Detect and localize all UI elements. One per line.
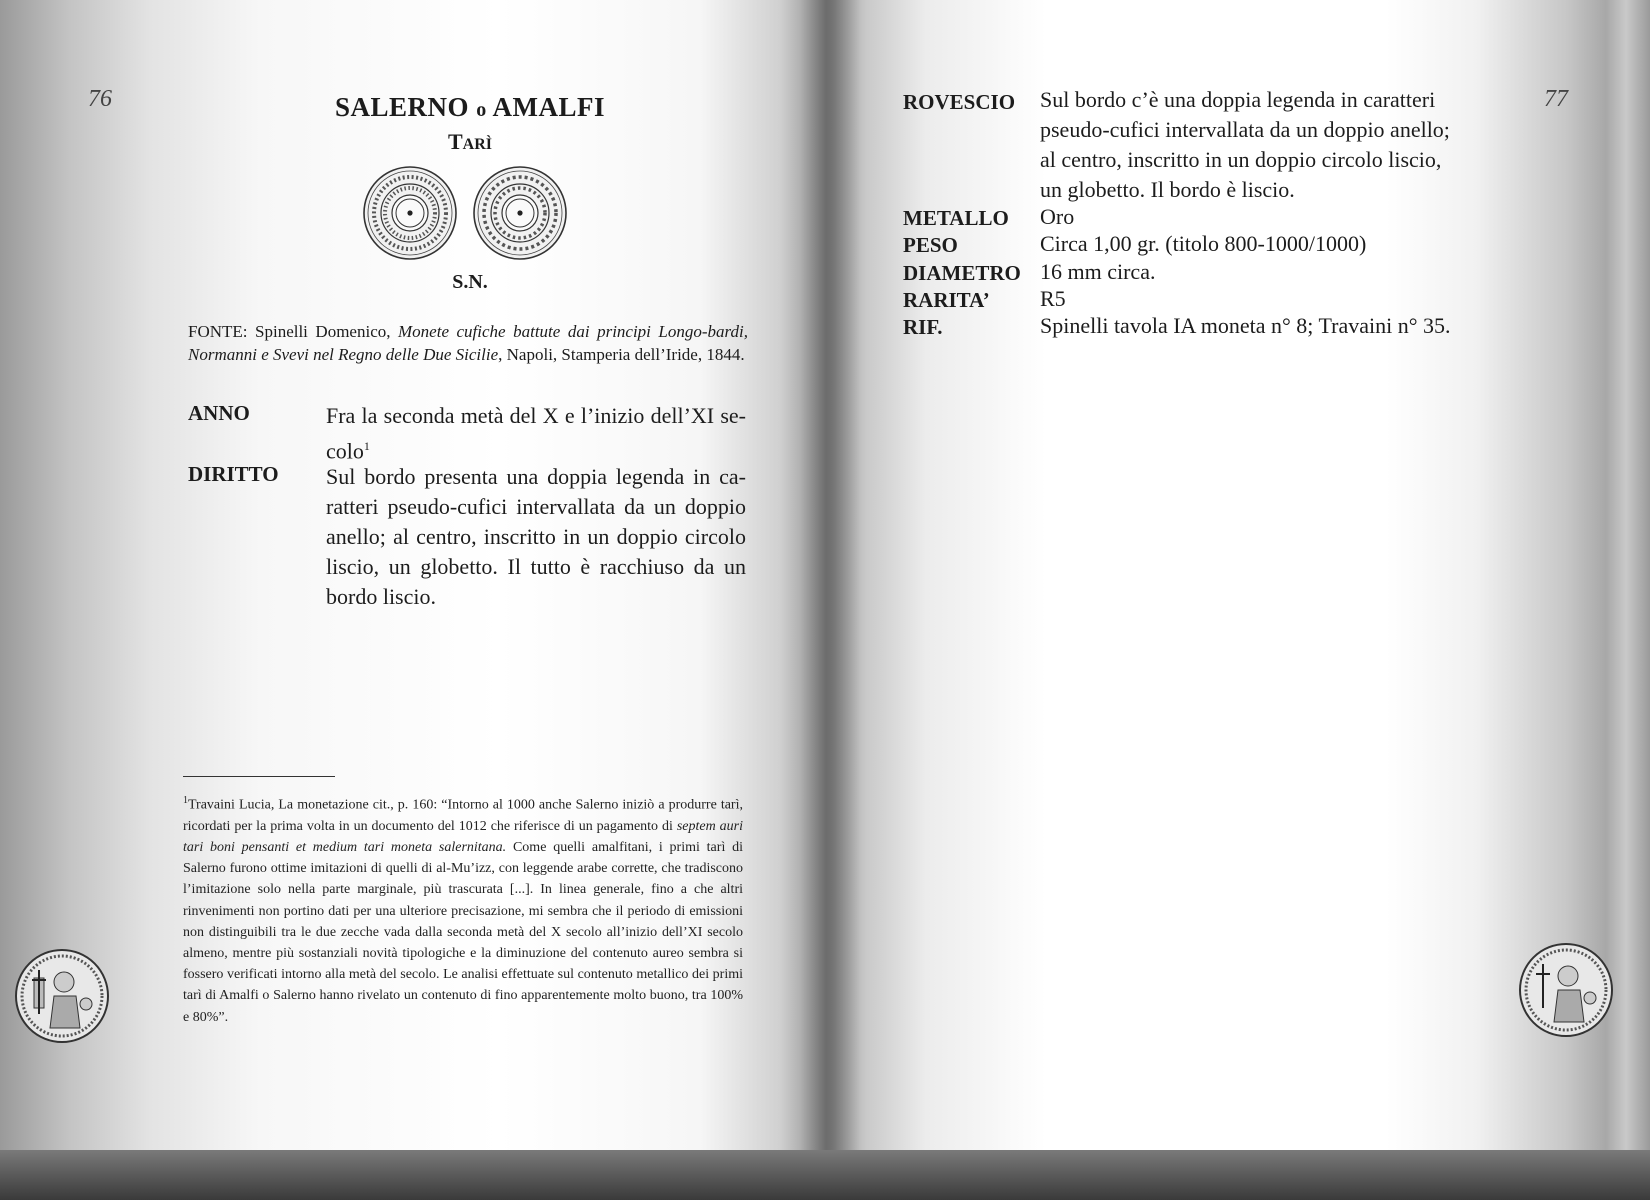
field-label-diametro: DIAMETRO bbox=[903, 261, 1021, 285]
footnote bbox=[183, 790, 743, 1028]
field-value-peso: Circa 1,00 gr. (titolo 800-1000/1000) bbox=[1040, 231, 1367, 256]
page-number-right: 77 bbox=[1544, 86, 1568, 112]
book-gutter bbox=[800, 0, 860, 1150]
subtitle-text bbox=[448, 129, 492, 154]
field-value-diritto: Sul bordo presenta una doppia legenda in ca-ratteri pseudo-cufici intervallata da un doppio anello; al centro, inscritto in un doppio circolo liscio, un globetto. Il tutto è racchiuso da un bordo liscio. bbox=[326, 464, 746, 609]
title-connector: o bbox=[476, 99, 487, 121]
field-label-metallo: METALLO bbox=[903, 206, 1009, 230]
field-value-anno bbox=[326, 401, 746, 466]
left-page bbox=[0, 0, 826, 1150]
field-value-rarita: R5 bbox=[1040, 286, 1066, 311]
coin-caption: S.N. bbox=[452, 271, 488, 293]
footnote-divider bbox=[183, 776, 335, 777]
footnote-text-italic: septem auri tari boni pensanti et medium tari moneta salernitana. bbox=[183, 818, 744, 856]
field-value-diametro: 16 mm circa. bbox=[1040, 259, 1156, 284]
medal-emblem-icon bbox=[14, 948, 110, 1044]
source-work-title: Monete cufiche battute dai principi Longo-bardi, Normanni e Svevi nel Regno delle Due Sicilie bbox=[188, 322, 748, 364]
field-value-rif: Spinelli tavola IA moneta n° 8; Travaini n° 35. bbox=[1040, 313, 1451, 338]
scan-bottom-shadow bbox=[0, 1150, 1650, 1200]
title-main: SALERNO bbox=[334, 92, 469, 122]
medal-emblem-icon bbox=[1518, 942, 1614, 1038]
coin-reverse-icon bbox=[474, 167, 566, 259]
coin-type-subtitle bbox=[180, 129, 760, 155]
field-value-metallo: Oro bbox=[1040, 204, 1075, 229]
footnote-text-b: Come quelli amalfitani, i primi tarì di Salerno furono ottime imitazioni di quelli di al-Mu’izz, con leggende arabe corrette, che tradiscono l’imitazione solo nella parte marginale, più trascurata [...]. In linea generale, fino a che altri rinvenimenti non portino dati per una ulteriore precisazione, mi sembra che il periodo di emissioni non distinguibili tra le due zecche vada dalla seconda metà del X secolo all’inizio dell’XI secolo almeno, mentre più sostanziali novità tipologiche e la diminuzione del contenuto aureo sembra si fossero verificati intorno alla metà del secolo. Le analisi effettuate sul contenuto metallico dei primi tarì di Amalfi o Salerno hanno rivelato un contenuto di fino apparentemente molto buono, tra 100% e 80%”. bbox=[183, 840, 743, 1025]
footnote-text-a: Travaini Lucia, La monetazione cit., p. 160: “Intorno al 1000 anche Salerno iniziò a produrre tarì, ricordati per la prima volta in un documento del 1012 che riferisce di un pagamento di bbox=[183, 797, 743, 834]
coin-obverse-icon bbox=[364, 167, 456, 259]
footnote-mark: 1 bbox=[183, 795, 188, 806]
field-label-anno: ANNO bbox=[188, 401, 250, 425]
subtitle-initial: T bbox=[447, 129, 463, 154]
source-citation bbox=[188, 320, 748, 366]
source-suffix: , Napoli, Stamperia dell’Iride, 1844. bbox=[498, 345, 745, 364]
field-label-rarita: RARITA’ bbox=[903, 288, 990, 312]
page-title bbox=[180, 92, 760, 123]
title-second: AMALFI bbox=[492, 92, 606, 122]
anno-text: Fra la seconda metà del X e l’inizio dell’XI se-colo bbox=[326, 403, 746, 464]
coin-images bbox=[360, 163, 590, 263]
field-label-diritto: DIRITTO bbox=[188, 462, 279, 486]
footnote-ref: 1 bbox=[363, 439, 370, 453]
source-prefix: FONTE: Spinelli Domenico, bbox=[188, 322, 399, 341]
page-number-left: 76 bbox=[88, 86, 112, 112]
field-value-rovescio: Sul bordo c’è una doppia legenda in caratteri pseudo-cufici intervallata da un doppio anello; al centro, inscritto in un doppio circolo liscio, un globetto. Il bordo è liscio. bbox=[1040, 87, 1450, 202]
field-label-peso: PESO bbox=[903, 233, 958, 257]
subtitle-rest: ARÌ bbox=[462, 136, 493, 153]
field-label-rovescio: ROVESCIO bbox=[903, 90, 1016, 114]
field-label-rif: RIF. bbox=[903, 315, 943, 339]
